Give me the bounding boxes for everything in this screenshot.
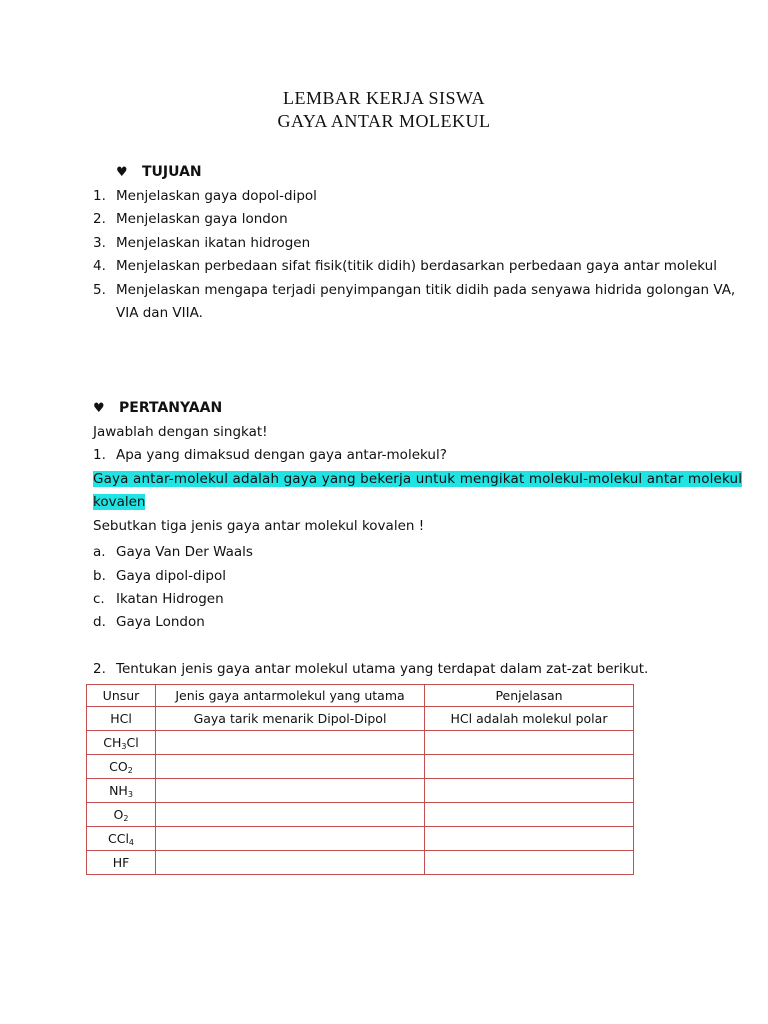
- table-cell-penjelasan: [425, 827, 634, 851]
- table-cell-unsur: $CO_2$: [87, 755, 156, 779]
- table-cell-jenis: Gaya tarik menarik Dipol-Dipol: [156, 707, 425, 731]
- heart-icon: ♥: [116, 165, 128, 180]
- table-cell-unsur: $NH_3$: [87, 779, 156, 803]
- table-cell-penjelasan: [425, 731, 634, 755]
- table-cell-jenis: [156, 827, 425, 851]
- table-cell-jenis: [156, 803, 425, 827]
- table-cell-unsur: CCl$_4$: [87, 827, 156, 851]
- pertanyaan-heading: ♥ PERTANYAAN: [93, 400, 223, 416]
- table-cell-unsur: $CH_3Cl$: [87, 731, 156, 755]
- table-cell-penjelasan: [425, 851, 634, 875]
- table-row: [87, 851, 634, 875]
- page-title: LEMBAR KERJA SISWA: [282, 88, 486, 108]
- list-item-continuation: VIA dan VIIA.: [116, 305, 203, 321]
- question-2: 2. Tentukan jenis gaya antar molekul utama yang terdapat dalam zat-zat berikut.: [93, 661, 649, 677]
- table-header-cell: Unsur: [87, 685, 156, 707]
- table-cell-penjelasan: [425, 803, 634, 827]
- list-item: 3. Menjelaskan ikatan hidrogen: [93, 235, 311, 251]
- list-item: 2. Menjelaskan gaya london: [93, 211, 288, 227]
- heart-icon: ♥: [93, 401, 105, 416]
- table-header-cell: Penjelasan: [425, 685, 634, 707]
- instruction-text: Jawablah dengan singkat!: [93, 424, 268, 440]
- table-cell-penjelasan: [425, 755, 634, 779]
- table-row: [87, 707, 634, 731]
- list-item: 1. Menjelaskan gaya dopol-dipol: [93, 188, 317, 204]
- list-item: c. Ikatan Hidrogen: [93, 591, 224, 607]
- table-cell-penjelasan: [425, 779, 634, 803]
- table-row: [87, 803, 634, 827]
- list-item: 4. Menjelaskan perbedaan sifat fisik(titik didih) berdasarkan perbedaan gaya antar molekul: [93, 258, 717, 274]
- table-cell-penjelasan: HCl adalah molekul polar: [425, 707, 634, 731]
- table-header-row: [87, 685, 634, 707]
- table-cell-unsur: $O_2$: [87, 803, 156, 827]
- question-1b: Sebutkan tiga jenis gaya antar molekul kovalen !: [93, 518, 425, 534]
- list-item: 5. Menjelaskan mengapa terjadi penyimpangan titik didih pada senyawa hidrida golongan VA,: [93, 282, 736, 298]
- table-row: [87, 731, 634, 755]
- table-cell-unsur: HCl: [87, 707, 156, 731]
- tujuan-heading: ♥ TUJUAN: [116, 164, 202, 180]
- page-subtitle: GAYA ANTAR MOLEKUL: [277, 111, 491, 131]
- table-cell-jenis: [156, 755, 425, 779]
- table-cell-unsur: HF: [87, 851, 156, 875]
- list-item: b. Gaya dipol-dipol: [93, 568, 226, 584]
- list-item: d. Gaya London: [93, 614, 205, 630]
- table-cell-jenis: [156, 731, 425, 755]
- table-cell-jenis: [156, 779, 425, 803]
- table-cell-jenis: [156, 851, 425, 875]
- molecule-table: [86, 684, 634, 875]
- answer-1-line-2: kovalen: [93, 494, 146, 510]
- answer-1-line-1: Gaya antar-molekul adalah gaya yang bekerja untuk mengikat molekul-molekul antar molekul: [93, 471, 743, 487]
- question-1: 1. Apa yang dimaksud dengan gaya antar-molekul?: [93, 447, 447, 463]
- table-row: [87, 755, 634, 779]
- table-row: [87, 779, 634, 803]
- table-header-cell: Jenis gaya antarmolekul yang utama: [156, 685, 425, 707]
- list-item: a. Gaya Van Der Waals: [93, 544, 253, 560]
- table-row: [87, 827, 634, 851]
